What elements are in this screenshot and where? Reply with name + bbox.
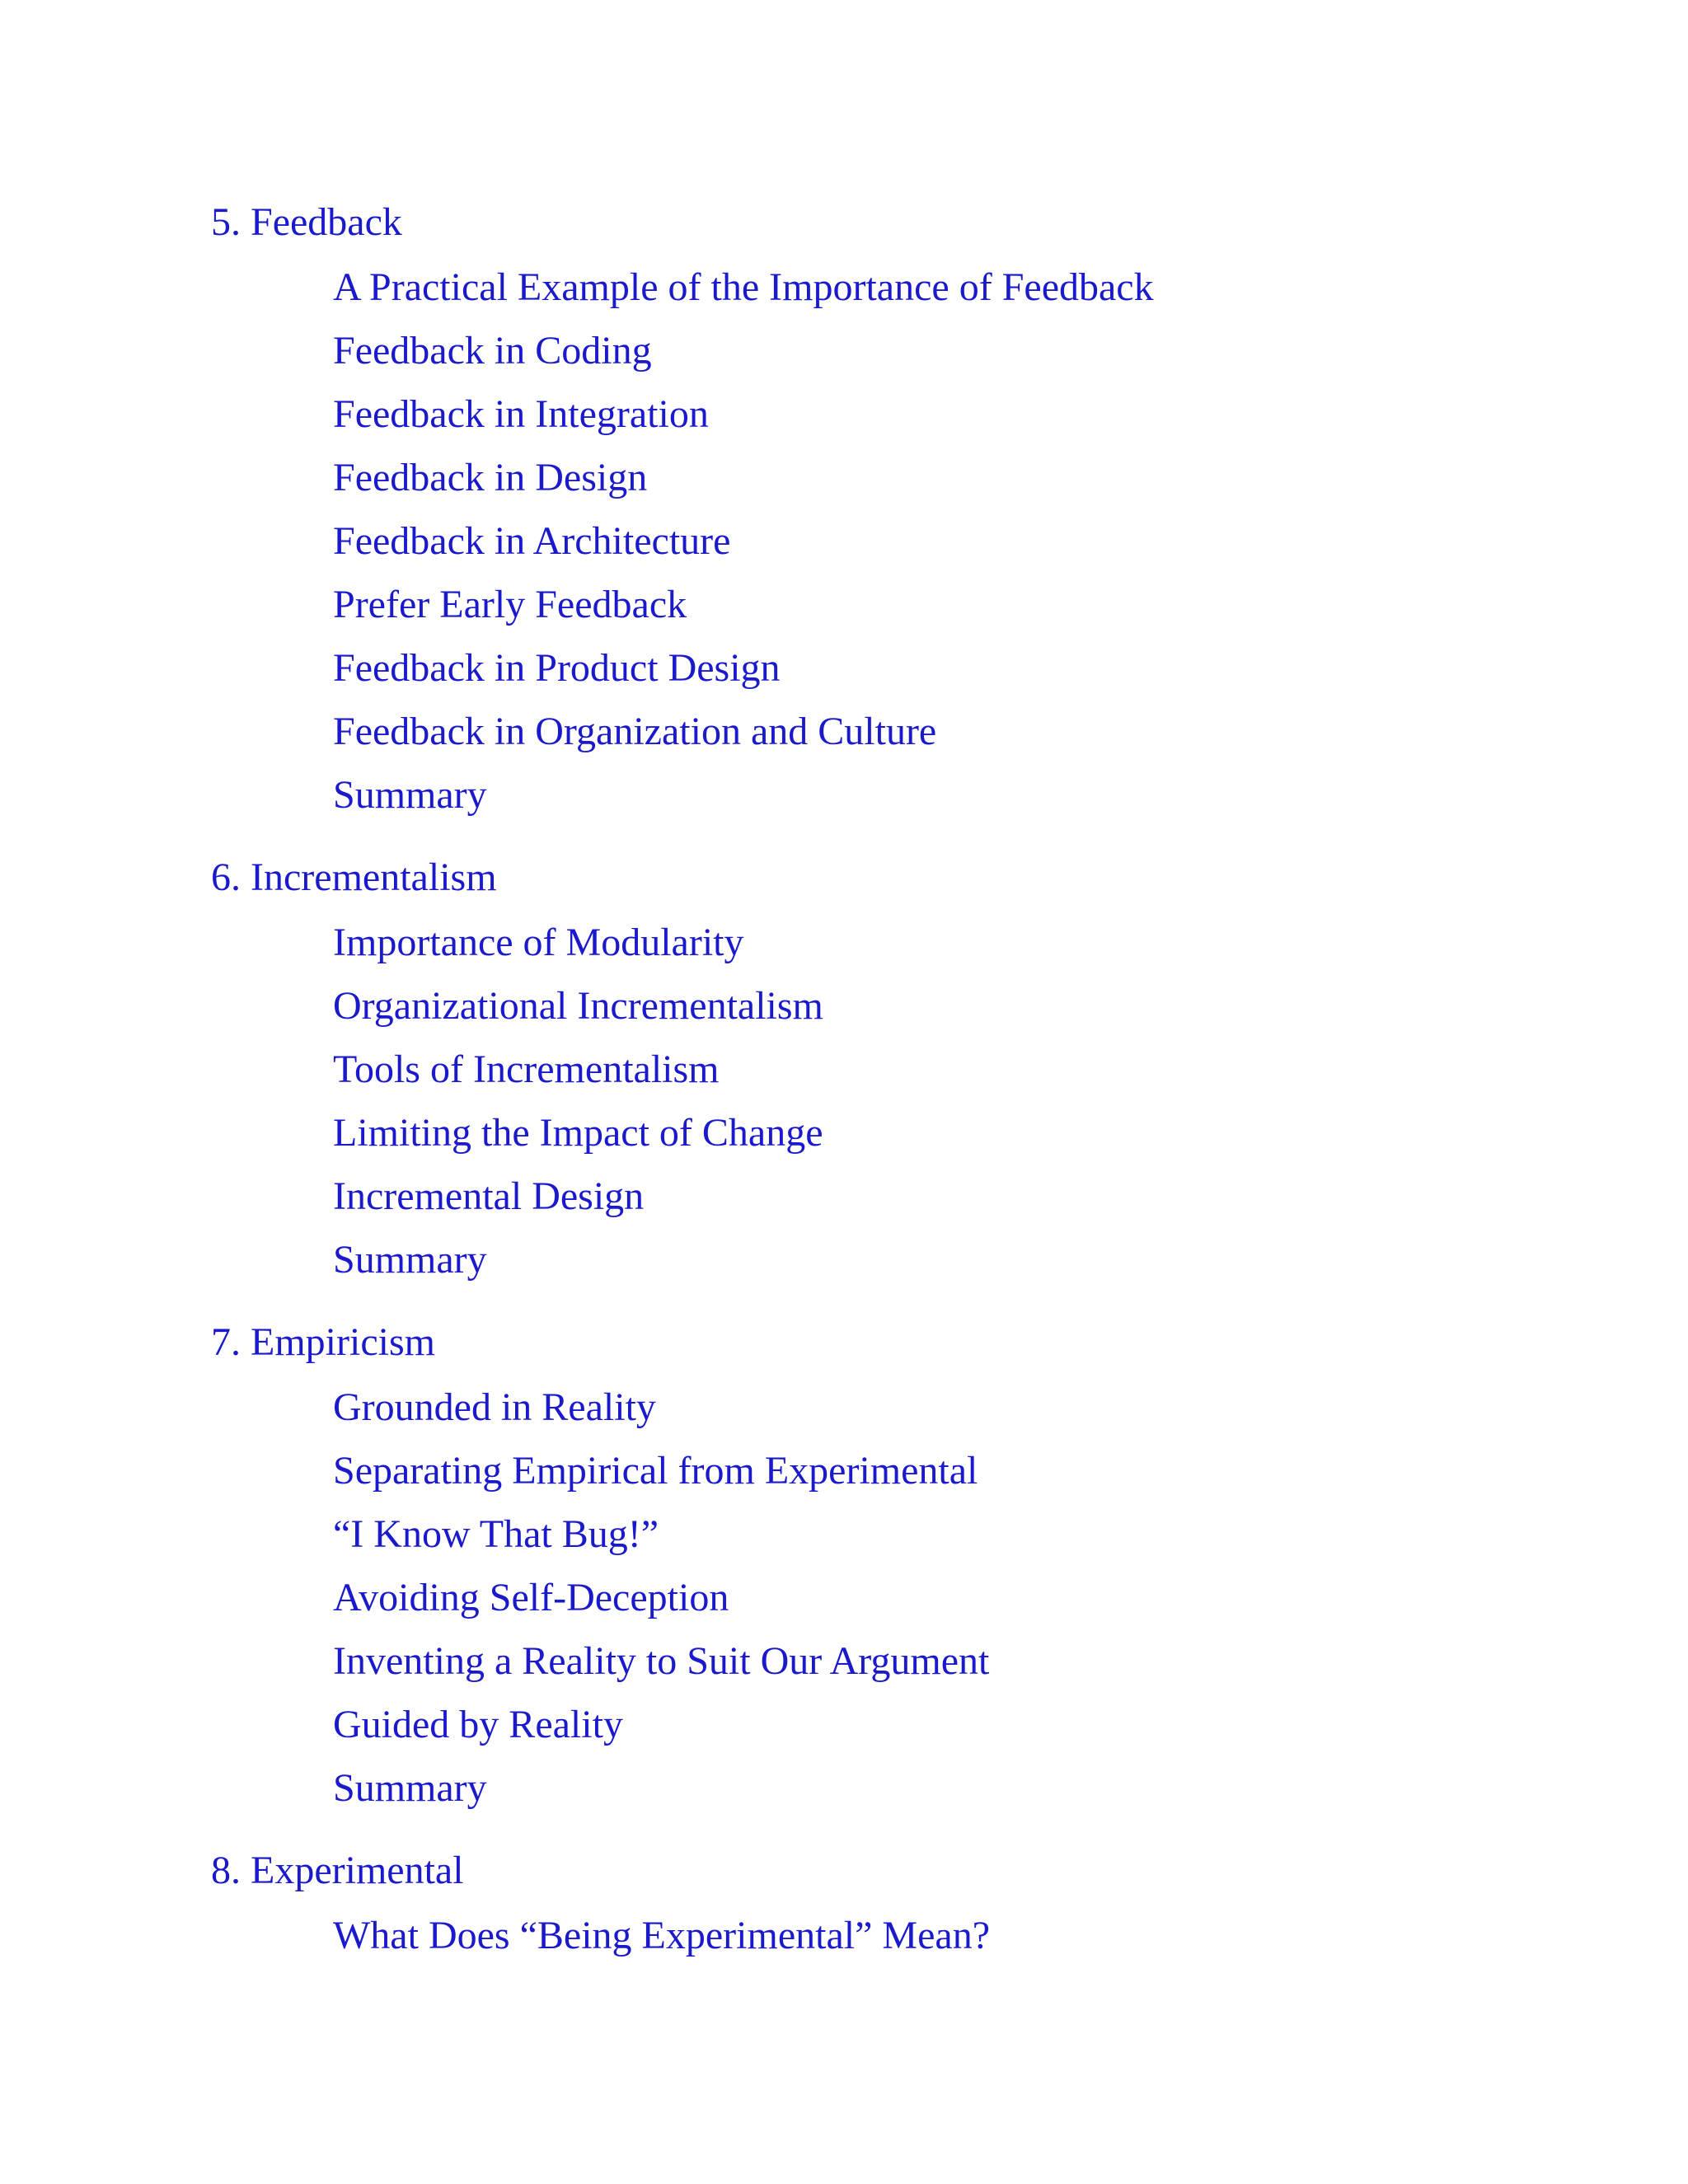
section-link[interactable]: Avoiding Self-Deception xyxy=(333,1576,729,1619)
list-item xyxy=(333,1502,1612,1566)
section-link[interactable]: Separating Empirical from Experimental xyxy=(333,1449,978,1493)
chapter-link-incrementalism[interactable]: 6. Incrementalism xyxy=(211,855,497,899)
section-list xyxy=(211,911,1612,1291)
list-item xyxy=(333,636,1612,700)
list-item xyxy=(333,1566,1612,1629)
chapter-link-experimental[interactable]: 8. Experimental xyxy=(211,1849,464,1892)
chapter-8 xyxy=(211,1840,1612,1967)
section-link[interactable]: Prefer Early Feedback xyxy=(333,583,687,626)
section-link[interactable]: Feedback in Coding xyxy=(333,329,652,373)
list-item xyxy=(333,573,1612,636)
section-list xyxy=(211,1376,1612,1820)
list-item xyxy=(333,319,1612,382)
list-item xyxy=(333,509,1612,573)
list-item xyxy=(333,1904,1612,1967)
section-link[interactable]: Summary xyxy=(333,1238,487,1282)
chapter-5 xyxy=(211,191,1612,827)
chapter-6 xyxy=(211,846,1612,1291)
section-link[interactable]: Feedback in Integration xyxy=(333,392,709,436)
section-link[interactable]: Importance of Modularity xyxy=(333,921,744,964)
list-item xyxy=(333,382,1612,446)
section-list xyxy=(211,255,1612,827)
list-item xyxy=(333,1228,1612,1291)
section-link[interactable]: Feedback in Product Design xyxy=(333,646,781,690)
section-link[interactable]: “I Know That Bug!” xyxy=(333,1512,659,1556)
chapter-link-feedback[interactable]: 5. Feedback xyxy=(211,200,402,244)
section-link[interactable]: Feedback in Architecture xyxy=(333,519,731,563)
list-item xyxy=(333,1376,1612,1439)
section-link[interactable]: Inventing a Reality to Suit Our Argument xyxy=(333,1639,990,1683)
list-item xyxy=(333,1038,1612,1101)
chapter-7 xyxy=(211,1311,1612,1820)
section-link[interactable]: Organizational Incrementalism xyxy=(333,984,823,1028)
table-of-contents xyxy=(211,191,1612,1987)
section-list xyxy=(211,1904,1612,1967)
list-item xyxy=(333,911,1612,974)
section-link[interactable]: Summary xyxy=(333,773,487,817)
list-item xyxy=(333,1629,1612,1693)
list-item xyxy=(333,1756,1612,1820)
section-link[interactable]: A Practical Example of the Importance of Feedback xyxy=(333,265,1154,309)
list-item xyxy=(333,700,1612,763)
list-item xyxy=(333,1693,1612,1756)
section-link[interactable]: Incremental Design xyxy=(333,1174,645,1218)
section-link[interactable]: Summary xyxy=(333,1766,487,1810)
section-link[interactable]: Feedback in Organization and Culture xyxy=(333,710,937,753)
list-item xyxy=(333,1101,1612,1165)
list-item xyxy=(333,1165,1612,1228)
section-link[interactable]: Guided by Reality xyxy=(333,1703,623,1746)
section-link[interactable]: Limiting the Impact of Change xyxy=(333,1111,823,1155)
section-link[interactable]: Tools of Incrementalism xyxy=(333,1047,720,1091)
list-item xyxy=(333,763,1612,827)
section-link[interactable]: What Does “Being Experimental” Mean? xyxy=(333,1914,991,1957)
list-item xyxy=(333,974,1612,1038)
section-link[interactable]: Feedback in Design xyxy=(333,456,648,499)
list-item xyxy=(333,255,1612,319)
section-link[interactable]: Grounded in Reality xyxy=(333,1385,656,1429)
chapter-link-empiricism[interactable]: 7. Empiricism xyxy=(211,1320,435,1364)
list-item xyxy=(333,1439,1612,1502)
list-item xyxy=(333,446,1612,509)
